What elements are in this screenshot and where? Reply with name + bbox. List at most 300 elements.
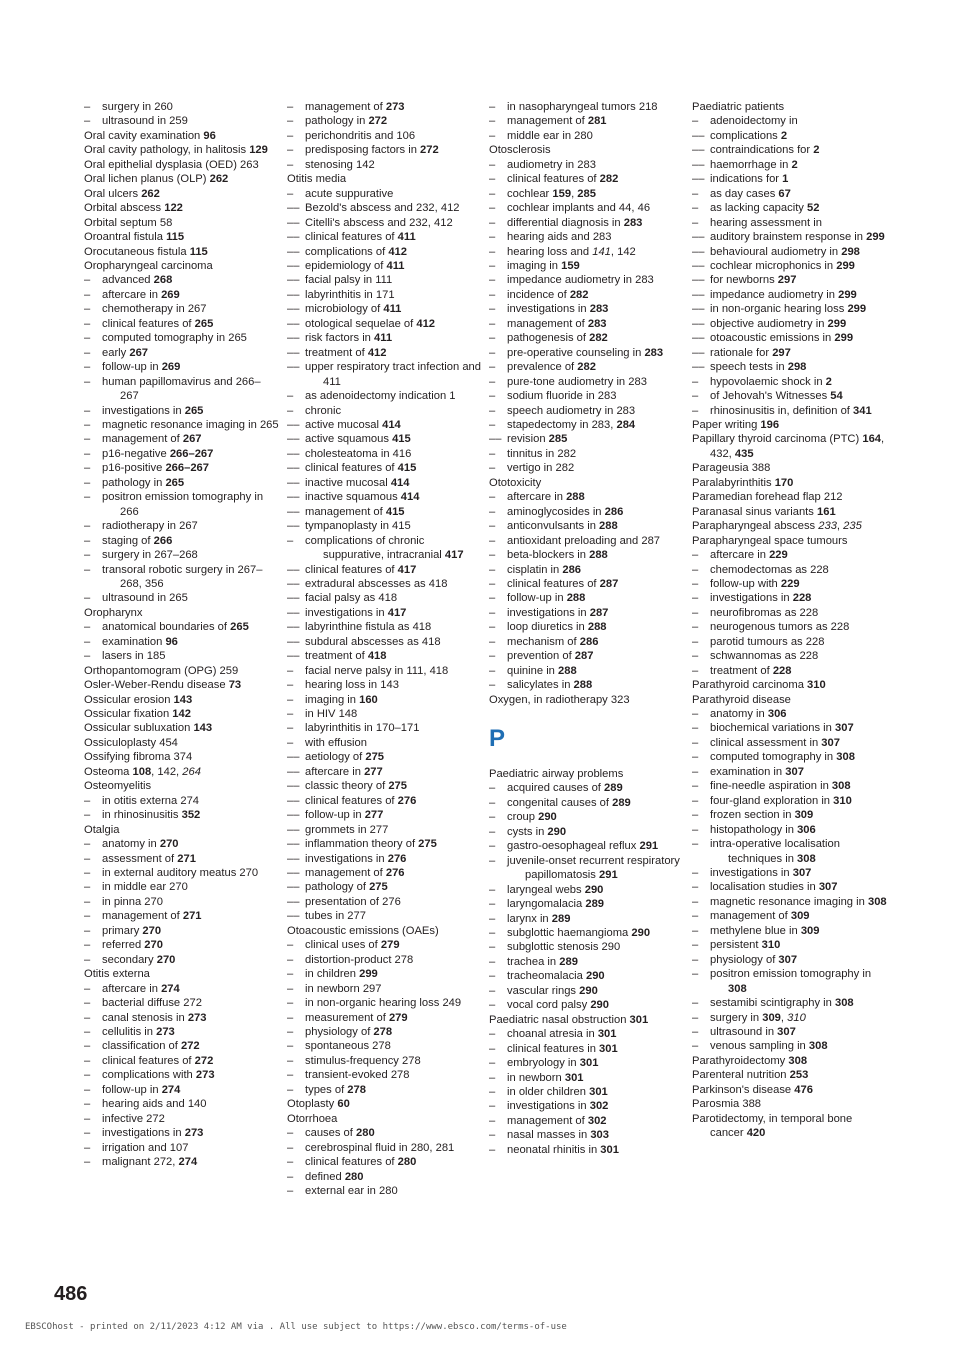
index-subentry	[287, 938, 482, 952]
index-subentry	[287, 230, 482, 244]
subentry-dash: –	[489, 115, 496, 128]
subentry-dash: ––	[287, 491, 300, 504]
entry-text: management of 302	[507, 1114, 607, 1127]
index-subentry	[287, 288, 482, 302]
subentry-dash: –	[489, 187, 496, 200]
subentry-dash: –	[84, 462, 91, 475]
entry-text: Orbital abscess 122	[84, 202, 183, 215]
index-subentry	[692, 404, 887, 418]
index-subentry	[489, 1114, 684, 1128]
subentry-dash: –	[692, 635, 699, 648]
index-subentry	[84, 953, 279, 967]
entry-text: facial palsy as 418	[305, 592, 398, 605]
entry-text: Osler-Weber-Rendu disease 73	[84, 679, 242, 692]
entry-text: Paranasal sinus variants 161	[692, 505, 836, 518]
index-subentry	[692, 620, 887, 634]
subentry-dash: –	[84, 491, 91, 504]
index-subentry	[287, 577, 482, 591]
index-subentry	[287, 389, 482, 403]
subentry-dash: ––	[692, 144, 705, 157]
entry-text: Ossifying fibroma 374	[84, 751, 193, 764]
entry-text: aetiology of 275	[305, 751, 385, 764]
index-subentry	[84, 649, 279, 663]
entry-text: transoral robotic surgery in 267–268, 356	[102, 563, 263, 590]
subentry-dash: ––	[287, 809, 300, 822]
entry-text: radiotherapy in 267	[102, 520, 198, 533]
entry-text: Parageusia 388	[692, 462, 771, 475]
subentry-dash: –	[692, 953, 699, 966]
entry-text: clinical features of 280	[305, 1156, 417, 1169]
entry-text: cochlear implants and 44, 46	[507, 202, 651, 215]
index-subentry	[287, 476, 482, 490]
subentry-dash: –	[287, 722, 294, 735]
subentry-dash: –	[489, 202, 496, 215]
entry-text: management of 281	[507, 115, 607, 128]
index-subentry	[692, 375, 887, 389]
subentry-dash: –	[84, 433, 91, 446]
subentry-dash: –	[287, 129, 294, 142]
index-subentry	[287, 779, 482, 793]
index-subentry	[489, 1128, 684, 1142]
entry-text: acute suppurative	[305, 187, 394, 200]
entry-text: chemotherapy in 267	[102, 303, 207, 316]
entry-text: subglottic stenosis 290	[507, 941, 621, 954]
entry-text: complications of chronic suppurative, intracranial 417	[305, 534, 464, 562]
entry-text: cisplatin in 286	[507, 563, 582, 576]
subentry-dash: –	[489, 782, 496, 795]
subentry-dash: –	[489, 563, 496, 576]
subentry-dash: ––	[287, 317, 300, 330]
entry-text: mechanism of 286	[507, 635, 599, 648]
subentry-dash: ––	[287, 895, 300, 908]
entry-text: Paper writing 196	[692, 418, 780, 431]
index-subentry	[692, 823, 887, 837]
index-subentry	[692, 346, 887, 360]
subentry-dash: –	[489, 592, 496, 605]
subentry-dash: ––	[287, 794, 300, 807]
entry-text: defined 280	[305, 1170, 364, 1183]
index-subentry	[84, 476, 279, 490]
index-subentry	[489, 404, 684, 418]
index-entry	[692, 505, 887, 519]
subentry-dash: –	[692, 881, 699, 894]
subentry-dash: –	[84, 1156, 91, 1169]
entry-text: management of 283	[507, 317, 607, 330]
entry-text: with effusion	[305, 736, 367, 749]
entry-text: Paediatric airway problems	[489, 768, 624, 781]
subentry-dash: –	[489, 999, 496, 1012]
subentry-dash: –	[692, 867, 699, 880]
index-subentry	[84, 909, 279, 923]
subentry-dash: –	[84, 332, 91, 345]
entry-text: treatment of 418	[305, 650, 387, 663]
entry-text: magnetic resonance imaging in 308	[710, 895, 887, 908]
index-entry	[84, 230, 279, 244]
subentry-dash: –	[84, 520, 91, 533]
index-subentry	[84, 1083, 279, 1097]
index-subentry	[287, 346, 482, 360]
entry-text: ultrasound in 307	[710, 1026, 796, 1038]
subentry-dash: –	[287, 390, 294, 403]
entry-text: Orthopantomogram (OPG) 259	[84, 664, 239, 677]
entry-text: Oropharyngeal carcinoma	[84, 259, 213, 272]
index-subentry	[692, 129, 887, 143]
subentry-dash: –	[287, 404, 294, 417]
subentry-dash: ––	[692, 231, 705, 244]
index-subentry	[692, 635, 887, 649]
subentry-dash: ––	[287, 332, 300, 345]
index-entry	[84, 245, 279, 259]
subentry-dash: –	[84, 1098, 91, 1111]
index-subentry	[84, 837, 279, 851]
index-subentry	[489, 926, 684, 940]
index-entry	[84, 779, 279, 793]
entry-text: advanced 268	[102, 274, 173, 287]
index-entry	[692, 534, 887, 548]
entry-text: stenosing 142	[305, 158, 375, 171]
entry-text: vocal cord palsy 290	[507, 999, 609, 1012]
entry-text: in external auditory meatus 270	[102, 867, 259, 880]
index-subentry	[692, 317, 887, 331]
index-subentry	[84, 1126, 279, 1140]
subentry-dash: ––	[287, 881, 300, 894]
entry-text: human papillomavirus and 266–267	[102, 375, 261, 403]
entry-text: types of 278	[305, 1083, 366, 1096]
subentry-dash: ––	[287, 274, 300, 287]
entry-text: as adenoidectomy indication 1	[305, 390, 456, 403]
index-subentry	[84, 519, 279, 533]
entry-text: epidemiology of 411	[305, 259, 405, 272]
index-subentry	[692, 259, 887, 273]
subentry-dash: –	[692, 1011, 699, 1024]
entry-text: pathology in 272	[305, 115, 388, 128]
index-subentry	[489, 259, 684, 273]
index-subentry	[287, 1011, 482, 1025]
index-subentry	[84, 331, 279, 345]
entry-text: management of 271	[102, 910, 202, 923]
index-subentry	[692, 389, 887, 403]
index-subentry	[489, 1027, 684, 1041]
index-entry	[692, 1054, 887, 1068]
index-subentry	[489, 678, 684, 692]
subentry-dash: –	[692, 1040, 699, 1053]
entry-text: referred 270	[102, 939, 163, 952]
entry-text: cholesteatoma in 416	[305, 447, 412, 460]
subentry-dash: ––	[287, 288, 300, 301]
index-subentry	[287, 750, 482, 764]
entry-text: croup 290	[507, 811, 557, 824]
entry-text: irrigation and 107	[102, 1141, 189, 1154]
entry-text: measurement of 279	[305, 1011, 408, 1024]
entry-text: magnetic resonance imaging in 265	[102, 418, 279, 431]
index-subentry	[287, 620, 482, 634]
entry-text: Otorrhoea	[287, 1112, 338, 1125]
entry-text: quinine in 288	[507, 664, 577, 677]
index-subentry	[84, 620, 279, 634]
entry-text: investigations in 417	[305, 606, 407, 619]
subentry-dash: –	[489, 346, 496, 359]
index-subentry	[692, 750, 887, 764]
entry-text: revision 285	[507, 433, 568, 446]
entry-text: imaging in 159	[507, 259, 580, 272]
index-subentry	[287, 1184, 482, 1198]
entry-text: rationale for 297	[710, 346, 791, 359]
index-entry	[84, 216, 279, 230]
entry-text: congenital causes of 289	[507, 796, 631, 809]
subentry-dash: ––	[287, 418, 300, 431]
index-subentry	[489, 273, 684, 287]
entry-text: Parathyroidectomy 308	[692, 1054, 808, 1067]
subentry-dash: –	[489, 970, 496, 983]
subentry-dash: –	[489, 491, 496, 504]
page-number: 486	[54, 1283, 88, 1305]
subentry-dash: –	[489, 288, 496, 301]
index-subentry	[692, 779, 887, 793]
entry-text: acquired causes of 289	[507, 782, 623, 795]
index-entry	[692, 519, 887, 533]
entry-text: clinical features of 415	[305, 462, 417, 475]
entry-text: differential diagnosis in 283	[507, 216, 643, 229]
entry-text: Paediatric patients	[692, 101, 785, 113]
subentry-dash: –	[84, 1069, 91, 1082]
index-subentry	[692, 187, 887, 201]
entry-text: follow-up with 229	[710, 577, 800, 590]
index-subentry	[287, 1039, 482, 1053]
subentry-dash: –	[692, 736, 699, 749]
entry-text: aftercare in 277	[305, 765, 383, 778]
entry-text: grommets in 277	[305, 823, 389, 836]
subentry-dash: –	[489, 912, 496, 925]
index-subentry	[84, 794, 279, 808]
entry-text: Papillary thyroid carcinoma (PTC) 164, 432, 435	[692, 433, 885, 460]
subentry-dash: ––	[287, 216, 300, 229]
index-column-2	[287, 100, 482, 1198]
subentry-dash: –	[84, 635, 91, 648]
index-entry	[84, 259, 279, 273]
index-subentry	[287, 996, 482, 1010]
index-subentry	[692, 591, 887, 605]
index-entry	[84, 606, 279, 620]
index-subentry	[287, 880, 482, 894]
index-subentry	[84, 635, 279, 649]
entry-text: Ossicular erosion 143	[84, 693, 193, 706]
entry-text: risk factors in 411	[305, 332, 393, 345]
entry-text: loop diuretics in 288	[507, 621, 607, 634]
subentry-dash: –	[287, 736, 294, 749]
entry-text: cysts in 290	[507, 825, 567, 838]
index-subentry	[84, 375, 279, 404]
index-subentry	[489, 418, 684, 432]
entry-text: imaging in 160	[305, 693, 378, 706]
index-subentry	[84, 938, 279, 952]
index-entry	[84, 721, 279, 735]
index-subentry	[692, 114, 887, 128]
subentry-dash: ––	[287, 447, 300, 460]
index-entry	[287, 1112, 482, 1126]
subentry-dash: –	[692, 664, 699, 677]
subentry-dash: –	[692, 838, 699, 851]
index-column-4	[692, 100, 887, 1141]
entry-text: in older children 301	[507, 1086, 608, 1098]
index-subentry	[489, 505, 684, 519]
entry-text: investigations in 307	[710, 867, 812, 880]
index-subentry	[692, 201, 887, 215]
index-subentry	[489, 664, 684, 678]
subentry-dash: –	[692, 823, 699, 836]
index-entry	[84, 664, 279, 678]
subentry-dash: –	[287, 1184, 294, 1197]
entry-text: Parathyroid carcinoma 310	[692, 679, 826, 692]
entry-text: Parenteral nutrition 253	[692, 1069, 809, 1082]
subentry-dash: –	[84, 1011, 91, 1024]
index-subentry	[692, 143, 887, 157]
entry-text: classic theory of 275	[305, 780, 407, 793]
index-subentry	[287, 143, 482, 157]
index-subentry	[84, 490, 279, 519]
index-subentry	[287, 490, 482, 504]
subentry-dash: –	[489, 854, 496, 867]
index-subentry	[692, 880, 887, 894]
subentry-dash: –	[489, 1042, 496, 1055]
subentry-dash: –	[692, 924, 699, 937]
entry-text: treatment of 412	[305, 346, 387, 359]
index-entry	[84, 158, 279, 172]
index-entry	[84, 765, 279, 779]
index-subentry	[692, 273, 887, 287]
entry-text: predisposing factors in 272	[305, 144, 439, 157]
subentry-dash: –	[489, 390, 496, 403]
subentry-dash: –	[84, 288, 91, 301]
subentry-dash: –	[84, 375, 91, 388]
subentry-dash: ––	[287, 606, 300, 619]
entry-text: trachea in 289	[507, 955, 578, 968]
subentry-dash: –	[489, 1143, 496, 1156]
subentry-dash: –	[489, 534, 496, 547]
entry-text: hypovolaemic shock in 2	[710, 375, 832, 388]
subentry-dash: –	[287, 144, 294, 157]
index-subentry	[84, 534, 279, 548]
entry-text: subglottic haemangioma 290	[507, 927, 651, 940]
index-subentry	[692, 996, 887, 1010]
index-subentry	[84, 1112, 279, 1126]
index-subentry	[287, 158, 482, 172]
index-subentry	[287, 1155, 482, 1169]
entry-text: Oral cavity examination 96	[84, 129, 216, 142]
subentry-dash: –	[692, 722, 699, 735]
index-subentry	[84, 1039, 279, 1053]
index-subentry	[692, 360, 887, 374]
subentry-dash: –	[287, 101, 294, 113]
index-subentry	[287, 837, 482, 851]
entry-text: physiology of 278	[305, 1026, 393, 1038]
subentry-dash: –	[489, 216, 496, 229]
index-subentry	[489, 563, 684, 577]
index-entry	[287, 172, 482, 186]
index-subentry	[84, 563, 279, 592]
entry-text: infective 272	[102, 1112, 165, 1125]
entry-text: neurofibromas as 228	[710, 606, 819, 619]
index-entry	[84, 750, 279, 764]
entry-text: subdural abscesses as 418	[305, 635, 441, 648]
entry-text: examination in 307	[710, 765, 804, 778]
entry-text: primary 270	[102, 924, 162, 937]
subentry-dash: ––	[287, 650, 300, 663]
entry-text: surgery in 267–268	[102, 549, 198, 562]
subentry-dash: –	[489, 650, 496, 663]
index-subentry	[489, 360, 684, 374]
entry-text: aminoglycosides in 286	[507, 505, 624, 518]
entry-text: malignant 272, 274	[102, 1156, 198, 1169]
subentry-dash: –	[84, 794, 91, 807]
entry-text: incidence of 282	[507, 288, 589, 301]
entry-text: in non-organic hearing loss 299	[710, 303, 867, 316]
entry-text: causes of 280	[305, 1127, 375, 1140]
index-subentry	[287, 693, 482, 707]
index-subentry	[489, 825, 684, 839]
subentry-dash: –	[287, 708, 294, 721]
index-subentry	[287, 664, 482, 678]
subentry-dash: –	[84, 1026, 91, 1038]
entry-text: in newborn 301	[507, 1071, 584, 1084]
subentry-dash: –	[692, 997, 699, 1010]
subentry-dash: –	[489, 447, 496, 460]
entry-text: management of 309	[710, 910, 810, 923]
entry-text: localisation studies in 307	[710, 881, 838, 894]
subentry-dash: –	[84, 418, 91, 431]
entry-text: facial nerve palsy in 111, 418	[305, 664, 449, 677]
index-subentry	[489, 635, 684, 649]
entry-text: fine-needle aspiration in 308	[710, 780, 851, 793]
index-subentry	[692, 331, 887, 345]
index-subentry	[489, 649, 684, 663]
subentry-dash: –	[692, 549, 699, 562]
entry-text: aftercare in 274	[102, 982, 180, 995]
entry-text: impedance audiometry in 283	[507, 274, 654, 287]
entry-text: management of 415	[305, 505, 405, 518]
entry-text: nasal masses in 303	[507, 1129, 609, 1142]
index-subentry	[489, 548, 684, 562]
subentry-dash: –	[489, 549, 496, 562]
entry-text: complications 2	[710, 129, 788, 142]
entry-text: spontaneous 278	[305, 1040, 391, 1053]
subentry-dash: –	[489, 825, 496, 838]
subentry-dash: –	[287, 997, 294, 1010]
index-subentry	[287, 259, 482, 273]
subentry-dash: ––	[287, 592, 300, 605]
index-subentry	[84, 461, 279, 475]
index-subentry	[489, 447, 684, 461]
index-subentry	[692, 765, 887, 779]
index-subentry	[692, 837, 887, 866]
index-subentry	[489, 158, 684, 172]
entry-text: pre-operative counseling in 283	[507, 346, 664, 359]
index-subentry	[287, 736, 482, 750]
subentry-dash: –	[489, 898, 496, 911]
index-subentry	[84, 591, 279, 605]
subentry-dash: –	[489, 404, 496, 417]
subentry-dash: –	[84, 534, 91, 547]
subentry-dash: –	[489, 317, 496, 330]
subentry-dash: –	[84, 274, 91, 287]
subentry-dash: –	[84, 476, 91, 489]
index-subentry	[692, 924, 887, 938]
entry-text: embryology in 301	[507, 1057, 599, 1070]
entry-text: Citelli's abscess and 232, 412	[305, 216, 453, 229]
index-subentry	[489, 1056, 684, 1070]
subentry-dash: –	[84, 1127, 91, 1140]
entry-text: investigations in 302	[507, 1100, 609, 1113]
index-subentry	[692, 548, 887, 562]
